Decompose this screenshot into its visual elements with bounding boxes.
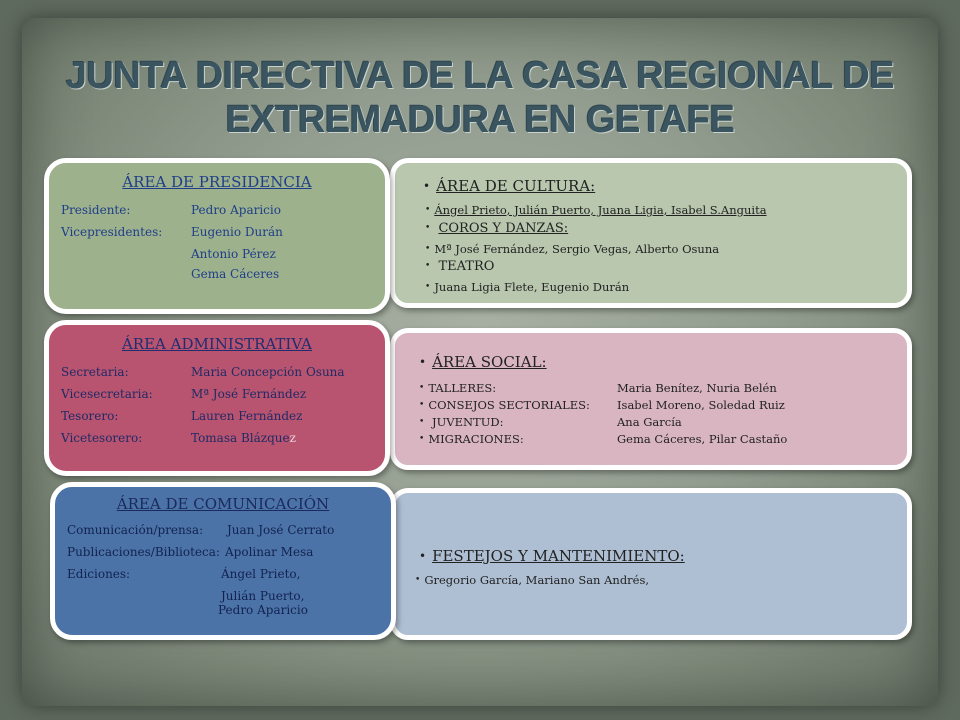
- role-label: Comunicación/prensa:: [67, 523, 204, 537]
- member-name: Pedro Aparicio: [218, 603, 308, 617]
- cultura-heading-line: [423, 177, 595, 195]
- festejos-members-line: [415, 573, 649, 587]
- presidencia-panel: [44, 158, 390, 314]
- bullet-icon: •: [419, 549, 427, 563]
- social-label: MIGRACIONES:: [428, 432, 524, 446]
- bullet-icon: •: [425, 244, 431, 254]
- bullet-icon: •: [415, 575, 421, 585]
- bullet-icon: •: [425, 282, 431, 292]
- social-label: JUVENTUD:: [428, 415, 504, 429]
- cultura-heading: ÁREA DE CULTURA:: [436, 177, 596, 195]
- social-heading: ÁREA SOCIAL:: [432, 353, 547, 371]
- member-name: Julián Puerto,: [221, 589, 305, 603]
- member-name: Antonio Pérez: [191, 247, 276, 261]
- bullet-icon: •: [419, 383, 425, 393]
- member-name: Tomasa Blázque: [191, 431, 290, 445]
- member-name: Ángel Prieto,: [221, 567, 301, 581]
- social-row: [419, 398, 590, 412]
- festejos-members: Gregorio García, Mariano San Andrés,: [424, 573, 650, 587]
- administrativa-heading: ÁREA ADMINISTRATIVA: [121, 335, 313, 353]
- social-names: Gema Cáceres, Pilar Castaño: [617, 432, 788, 446]
- member-name: Eugenio Durán: [191, 225, 283, 239]
- bullet-icon: •: [425, 261, 431, 271]
- social-names: Isabel Moreno, Soledad Ruiz: [617, 398, 785, 412]
- coros-members: Mª José Fernández, Sergio Vegas, Alberto Osuna: [434, 242, 720, 256]
- comunicacion-panel: [50, 482, 396, 640]
- social-heading-line: [419, 353, 547, 371]
- title-line-2: EXTREMADURA EN GETAFE: [225, 99, 735, 141]
- administrativa-panel: [44, 320, 390, 476]
- bullet-icon: •: [423, 179, 431, 193]
- member-name: Maria Concepción Osuna: [191, 365, 345, 379]
- social-panel: [390, 328, 912, 470]
- role-label: Ediciones:: [67, 567, 131, 581]
- teatro-members: Juana Ligia Flete, Eugenio Durán: [434, 280, 630, 294]
- member-name: Gema Cáceres: [191, 267, 280, 281]
- social-row: [419, 432, 524, 446]
- teatro-heading-line: [425, 259, 494, 274]
- festejos-panel: [390, 488, 912, 640]
- title-line-1: JUNTA DIRECTIVA DE LA CASA REGIONAL DE: [65, 55, 895, 97]
- bullet-icon: •: [419, 434, 425, 444]
- social-label: CONSEJOS SECTORIALES:: [428, 398, 590, 412]
- coros-heading: COROS Y DANZAS:: [438, 221, 569, 236]
- member-name: Juan José Cerrato: [227, 523, 335, 537]
- role-label: Vicesecretaria:: [61, 387, 153, 401]
- social-label: TALLERES:: [428, 381, 497, 395]
- social-row: [419, 415, 504, 429]
- member-name-line: [191, 431, 296, 445]
- member-name: Pedro Aparicio: [191, 203, 281, 217]
- social-row: [419, 381, 496, 395]
- role-label: Vicetesorero:: [61, 431, 143, 445]
- teatro-heading: TEATRO: [438, 259, 495, 274]
- role-label: Secretaria:: [61, 365, 129, 379]
- role-label: Tesorero:: [61, 409, 119, 423]
- role-label: Publicaciones/Biblioteca:: [67, 545, 220, 559]
- bullet-icon: •: [419, 400, 425, 410]
- social-names: Ana García: [617, 415, 682, 429]
- member-name-last-char: z: [289, 431, 296, 445]
- bullet-icon: •: [419, 417, 425, 427]
- member-name: Lauren Fernández: [191, 409, 303, 423]
- member-name: Apolinar Mesa: [225, 545, 314, 559]
- role-label: Presidente:: [61, 203, 131, 217]
- comunicacion-heading: ÁREA DE COMUNICACIÓN: [116, 495, 330, 513]
- member-name: Mª José Fernández: [191, 387, 307, 401]
- bullet-icon: •: [425, 205, 431, 215]
- bullet-icon: •: [425, 223, 431, 233]
- social-names: Maria Benítez, Nuria Belén: [617, 381, 777, 395]
- cultura-members: Ángel Prieto, Julián Puerto, Juana Ligia, Isabel S.Anguita: [434, 203, 767, 217]
- festejos-heading-line: [419, 547, 685, 565]
- role-label: Vicepresidentes:: [61, 225, 163, 239]
- coros-members-line: [425, 242, 719, 256]
- cultura-panel: [390, 158, 912, 308]
- festejos-heading: FESTEJOS Y MANTENIMIENTO:: [432, 547, 685, 565]
- cultura-members-line: [425, 203, 767, 217]
- teatro-members-line: [425, 280, 629, 294]
- bullet-icon: •: [419, 355, 427, 369]
- coros-heading-line: [425, 221, 568, 236]
- presidencia-heading: ÁREA DE PRESIDENCIA: [122, 173, 312, 191]
